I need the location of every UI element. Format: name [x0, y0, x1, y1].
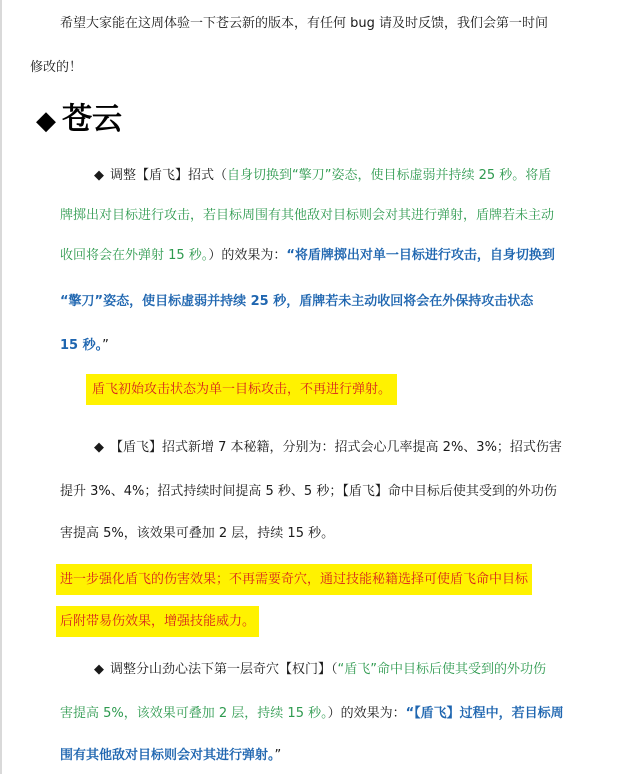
item1-old-effect: 牌掷出对目标进行攻击，若目标周围有其他敌对目标则会对其进行弹射，盾牌若未主动 — [60, 208, 555, 223]
note2-highlight: 后附带易伤效果，增强技能威力。 — [56, 606, 259, 637]
item3-text: 调整分山劲心法下第一层奇穴【权门】（ — [110, 662, 338, 677]
item1-new-effect: 15 秒。 — [60, 338, 103, 353]
intro-text-1: 希望大家能在这周体验一下苍云新的版本，有任何 bug 请及时反馈，我们会第一时间 — [60, 16, 549, 31]
item3-text: ” — [274, 748, 282, 763]
note1-line — [86, 380, 397, 400]
item3-text: ）的效果为： — [327, 706, 406, 721]
item1-line-4 — [60, 292, 533, 312]
item1-line-3 — [60, 246, 555, 266]
note2-line-1 — [56, 570, 532, 590]
note2-highlight: 进一步强化盾飞的伤害效果；不再需要奇穴，通过技能秘籍选择可使盾飞命中目标 — [56, 564, 532, 595]
item2-line-1 — [94, 438, 562, 458]
intro-line-2 — [30, 58, 82, 78]
item1-text: ）的效果为： — [208, 248, 287, 263]
item3-line-2 — [60, 704, 564, 724]
note2-line-2 — [56, 612, 259, 632]
item3-old-effect: 害提高 5%，该效果可叠加 2 层，持续 15 秒。 — [60, 706, 328, 721]
item1-old-effect: 自身切换到“擎刀”姿态，使目标虚弱并持续 25 秒。将盾 — [227, 168, 552, 183]
section-title: 苍云 — [62, 102, 122, 137]
item2-line-2 — [60, 482, 557, 502]
item1-new-effect: “将盾牌掷出对单一目标进行攻击，自身切换到 — [286, 248, 555, 263]
diamond-bullet-icon: ◆ — [94, 662, 104, 677]
item1-line-5 — [60, 336, 109, 356]
item2-line-3 — [60, 524, 334, 544]
diamond-bullet-icon: ◆ — [36, 106, 56, 136]
item1-line-2 — [60, 206, 554, 226]
diamond-bullet-icon: ◆ — [94, 168, 104, 183]
item1-line-1 — [94, 166, 551, 186]
note1-highlight: 盾飞初始攻击状态为单一目标攻击，不再进行弹射。 — [86, 374, 397, 405]
item1-text: ” — [102, 338, 109, 353]
section-heading — [36, 100, 122, 141]
item3-new-effect: “【盾飞】过程中，若目标周 — [405, 706, 564, 721]
item3-new-effect: 围有其他敌对目标则会对其进行弹射。 — [60, 748, 275, 763]
diamond-bullet-icon: ◆ — [94, 440, 104, 455]
item3-old-effect: “盾飞”命中目标后使其受到的外功伤 — [337, 662, 546, 677]
item3-line-1 — [94, 660, 546, 680]
item2-text: 【盾飞】招式新增 7 本秘籍，分别为：招式会心几率提高 2%、3%；招式伤害 — [110, 440, 562, 455]
item2-text: 害提高 5%，该效果可叠加 2 层，持续 15 秒。 — [60, 526, 335, 541]
item2-text: 提升 3%、4%；招式持续时间提高 5 秒、5 秒；【盾飞】命中目标后使其受到的外功伤 — [60, 484, 557, 499]
item1-new-effect: “擎刀”姿态，使目标虚弱并持续 25 秒，盾牌若未主动收回将会在外保持攻击状态 — [60, 294, 534, 309]
item3-line-3 — [60, 746, 281, 766]
intro-line-1 — [60, 14, 548, 34]
item1-old-effect: 收回将会在外弹射 15 秒。 — [60, 248, 209, 263]
intro-text-2: 修改的！ — [30, 60, 83, 75]
item1-text: 调整【盾飞】招式（ — [110, 168, 228, 183]
